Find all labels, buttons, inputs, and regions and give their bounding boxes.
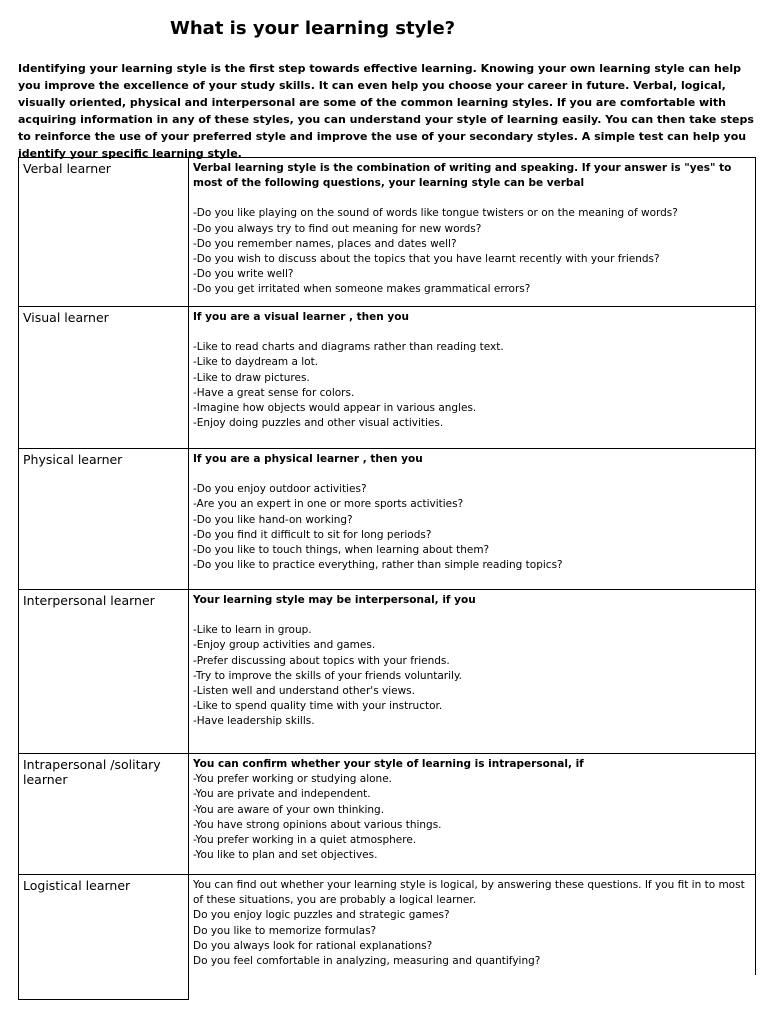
list-item: -Prefer discussing about topics with your friends. (193, 654, 450, 667)
list-item: -Do you wish to discuss about the topics that you have learnt recently with your friends? (193, 253, 660, 266)
style-name: Logistical learner (19, 875, 189, 975)
table-row-verbal (19, 158, 756, 307)
style-lead: You can find out whether your learning style is logical, by answering these questions. If you fit in to most of these situations, you are probably a logical learner. (193, 879, 745, 907)
list-item: -Do you like playing on the sound of words like tongue twisters or on the meaning of words? (193, 207, 678, 220)
list-item: -Enjoy group activities and games. (193, 639, 376, 652)
list-item: -You prefer working or studying alone. (193, 773, 392, 786)
list-item: -You prefer working in a quiet atmosphere. (193, 834, 417, 847)
style-name: Verbal learner (19, 158, 189, 307)
table-row-visual (19, 307, 756, 449)
list-item: -Do you enjoy outdoor activities? (193, 483, 367, 496)
list-item: -Have a great sense for colors. (193, 386, 355, 399)
table-row-physical (19, 449, 756, 590)
list-item: -Do you remember names, places and dates well? (193, 237, 457, 250)
list-item: Do you always look for rational explanations? (193, 939, 433, 952)
list-item: -Enjoy doing puzzles and other visual activities. (193, 417, 444, 430)
list-item: Do you like to memorize formulas? (193, 924, 377, 937)
style-name: Interpersonal learner (19, 590, 189, 754)
style-lead: You can confirm whether your style of learning is intrapersonal, if (193, 758, 584, 770)
style-lead: Verbal learning style is the combination of writing and speaking. If your answer is "yes" to most of the following questions, your learning style can be verbal (193, 162, 732, 190)
style-description (189, 875, 756, 975)
style-name: Visual learner (19, 307, 189, 449)
list-item: -Listen well and understand other's views. (193, 685, 415, 698)
style-lead: If you are a physical learner , then you (193, 453, 423, 465)
list-item: -Like to learn in group. (193, 624, 312, 637)
list-item: -You are private and independent. (193, 788, 371, 801)
list-item: Do you feel comfortable in analyzing, measuring and quantifying? (193, 955, 541, 968)
intro-paragraph: Identifying your learning style is the first step towards effective learning. Knowing your own learning style can help you improve the excellence of your study skills. It can even help you choose your career in future. Verbal, logical, visually oriented, physical and interpersonal are some of the common learning styles. If you are comfortable with acquiring information in any of these styles, you can understand your style of learning easily. You can then take steps to reinforce the use of your preferred style and improve the use of your secondary styles. A simple test can help you identify your specific learning style. (18, 62, 754, 160)
list-item: -Do you always try to find out meaning for new words? (193, 222, 482, 235)
list-item: Do you enjoy logic puzzles and strategic games? (193, 909, 450, 922)
list-item: -Do you like hand-on working? (193, 513, 353, 526)
page-title: What is your learning style? (170, 18, 456, 39)
list-item: -Have leadership skills. (193, 715, 315, 728)
list-item: -Imagine how objects would appear in various angles. (193, 402, 477, 415)
list-item: -Are you an expert in one or more sports activities? (193, 498, 464, 511)
table-row-intrapersonal (19, 754, 756, 875)
style-description (189, 754, 756, 875)
list-item: -Do you write well? (193, 268, 294, 281)
style-description (189, 590, 756, 754)
style-lead: Your learning style may be interpersonal, if you (193, 594, 476, 606)
last-row-name-cell-border (18, 876, 189, 1000)
table-row-interpersonal (19, 590, 756, 754)
list-item: -Like to daydream a lot. (193, 356, 319, 369)
style-name: Physical learner (19, 449, 189, 590)
style-description (189, 307, 756, 449)
list-item: -Like to read charts and diagrams rather than reading text. (193, 341, 504, 354)
list-item: -You are aware of your own thinking. (193, 803, 385, 816)
list-item: -Try to improve the skills of your friends voluntarily. (193, 669, 463, 682)
style-lead: If you are a visual learner , then you (193, 311, 409, 323)
list-item: -You like to plan and set objectives. (193, 849, 378, 862)
list-item: -Do you like to touch things, when learning about them? (193, 544, 490, 557)
list-item: -Do you like to practice everything, rather than simple reading topics? (193, 559, 563, 572)
list-item: -Like to draw pictures. (193, 371, 310, 384)
style-description (189, 449, 756, 590)
list-item: -Do you find it difficult to sit for long periods? (193, 528, 432, 541)
style-name: Intrapersonal /solitary learner (19, 754, 189, 875)
learning-styles-table (18, 157, 756, 975)
list-item: -Like to spend quality time with your instructor. (193, 700, 443, 713)
style-description (189, 158, 756, 307)
list-item: -Do you get irritated when someone makes grammatical errors? (193, 283, 531, 296)
list-item: -You have strong opinions about various things. (193, 818, 442, 831)
